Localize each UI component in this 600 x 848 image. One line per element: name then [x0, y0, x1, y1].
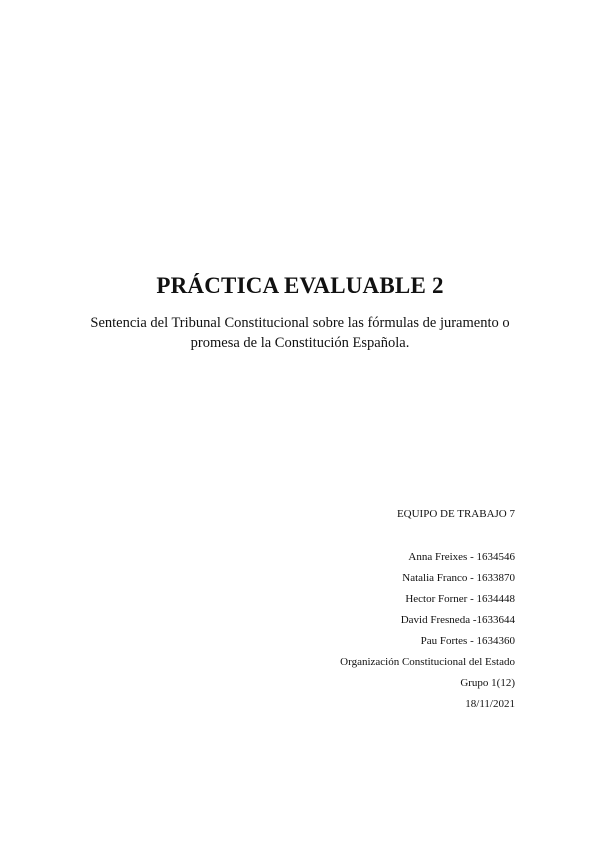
document-subtitle: Sentencia del Tribunal Constitucional sobre las fórmulas de juramento o promesa de la Constitución Española. [90, 315, 510, 351]
member-item: Anna Freixes - 1634546 [408, 551, 515, 563]
member-item: Hector Forner - 1634448 [405, 593, 515, 605]
team-details-list [340, 551, 515, 719]
member-item: David Fresneda -1633644 [400, 614, 515, 626]
team-info-block [340, 508, 515, 719]
document-title: PRÁCTICA EVALUABLE 2 [156, 273, 444, 298]
group-label: Grupo 1(12) [460, 677, 515, 689]
member-item: Pau Fortes - 1634360 [420, 635, 515, 647]
course-name: Organización Constitucional del Estado [340, 656, 515, 668]
document-date: 18/11/2021 [465, 698, 515, 710]
member-item: Natalia Franco - 1633870 [402, 572, 515, 584]
team-heading: EQUIPO DE TRABAJO 7 [396, 508, 515, 520]
